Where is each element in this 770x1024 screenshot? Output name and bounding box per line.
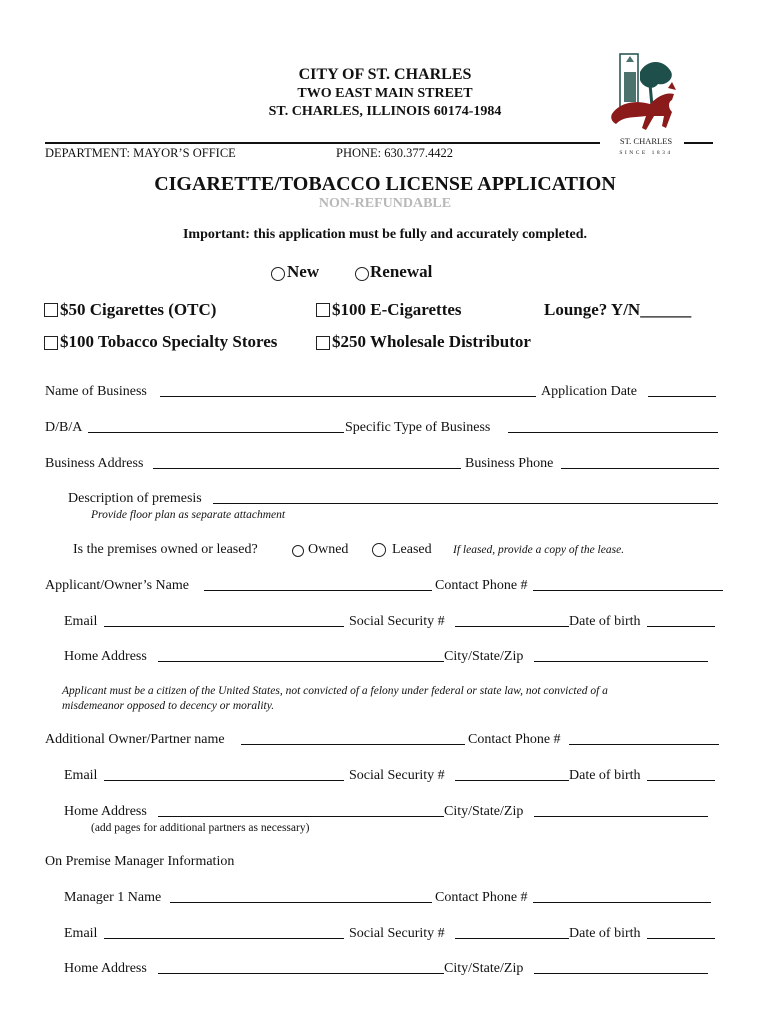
leased-label: Leased [392, 542, 432, 557]
applicant-ssn-label: Social Security # [349, 614, 445, 629]
applicant-contact-phone-label: Contact Phone # [435, 578, 528, 593]
city-name: CITY OF ST. CHARLES [298, 66, 472, 83]
wholesale-checkbox[interactable] [316, 336, 330, 350]
description-line[interactable] [213, 491, 718, 504]
citizen-note-line1: Applicant must be a citizen of the United States, not convicted of a felony under federal or state law, not convicted of a [62, 685, 608, 697]
owned-or-leased-label: Is the premises owned or leased? [73, 542, 258, 557]
department: DEPARTMENT: MAYOR’S OFFICE [45, 146, 236, 160]
manager-home-address-label: Home Address [64, 961, 147, 976]
additional-home-address-label: Home Address [64, 804, 147, 819]
ecig-checkbox[interactable] [316, 303, 330, 317]
cigarettes-checkbox[interactable] [44, 303, 58, 317]
floor-plan-note: Provide floor plan as separate attachment [91, 509, 286, 521]
additional-email-label: Email [64, 768, 98, 783]
logo-since: SINCE 1834 [619, 150, 673, 156]
manager-city-state-zip-line[interactable] [534, 961, 708, 974]
additional-city-state-zip-label: City/State/Zip [444, 804, 524, 819]
manager-city-state-zip-label: City/State/Zip [444, 961, 524, 976]
additional-city-state-zip-line[interactable] [534, 804, 708, 817]
applicant-home-address-label: Home Address [64, 649, 147, 664]
applicant-name-label: Applicant/Owner’s Name [45, 578, 189, 593]
applicant-city-state-zip-label: City/State/Zip [444, 649, 524, 664]
manager-ssn-line[interactable] [455, 926, 569, 939]
applicant-name-line[interactable] [204, 578, 432, 591]
tobacco-label: $100 Tobacco Specialty Stores [60, 332, 278, 351]
manager-email-label: Email [64, 926, 98, 941]
business-address-label: Business Address [45, 456, 144, 471]
tobacco-checkbox[interactable] [44, 336, 58, 350]
manager-ssn-label: Social Security # [349, 926, 445, 941]
name-of-business-label: Name of Business [45, 384, 147, 399]
st-charles-logo [606, 52, 686, 156]
cigarettes-label: $50 Cigarettes (OTC) [60, 300, 217, 319]
additional-ssn-label: Social Security # [349, 768, 445, 783]
renewal-radio[interactable] [355, 267, 369, 281]
additional-owner-label: Additional Owner/Partner name [45, 732, 225, 747]
application-date-label: Application Date [541, 384, 638, 399]
additional-email-line[interactable] [104, 768, 344, 781]
owned-radio[interactable] [292, 545, 304, 557]
manager1-name-line[interactable] [170, 890, 432, 903]
applicant-email-line[interactable] [104, 614, 344, 627]
citizen-note-line2: misdemeanor opposed to decency or morality. [62, 700, 275, 712]
applicant-dob-label: Date of birth [569, 614, 641, 629]
header-rule-right [684, 142, 713, 144]
additional-owner-line[interactable] [241, 732, 465, 745]
important-note: Important: this application must be fully and accurately completed. [182, 227, 588, 242]
owned-label: Owned [308, 542, 349, 557]
additional-contact-phone-line[interactable] [569, 732, 719, 745]
manager-dob-label: Date of birth [569, 926, 641, 941]
dba-line[interactable] [88, 420, 344, 433]
ecig-label: $100 E-Cigarettes [332, 300, 462, 319]
manager-dob-line[interactable] [647, 926, 715, 939]
new-label: New [287, 262, 320, 281]
applicant-city-state-zip-line[interactable] [534, 649, 708, 662]
new-radio[interactable] [271, 267, 285, 281]
header-rule [45, 142, 600, 144]
wholesale-label: $250 Wholesale Distributor [332, 332, 531, 351]
street-address: TWO EAST MAIN STREET [297, 86, 473, 101]
applicant-ssn-line[interactable] [455, 614, 569, 627]
additional-ssn-line[interactable] [455, 768, 569, 781]
additional-home-address-line[interactable] [158, 804, 444, 817]
leased-radio[interactable] [372, 543, 386, 557]
add-pages-note: (add pages for additional partners as necessary) [91, 822, 310, 834]
lounge-field[interactable]: Lounge? Y/N______ [544, 300, 692, 319]
logo-name: ST. CHARLES [619, 136, 673, 146]
description-label: Description of premesis [68, 491, 202, 506]
city-state-zip: ST. CHARLES, ILLINOIS 60174-1984 [268, 104, 502, 119]
manager-email-line[interactable] [104, 926, 344, 939]
manager-contact-phone-label: Contact Phone # [435, 890, 528, 905]
phone: PHONE: 630.377.4422 [336, 146, 454, 160]
specific-type-label: Specific Type of Business [345, 420, 491, 435]
dba-label: D/B/A [45, 420, 83, 435]
logo-graphic [606, 52, 686, 156]
form-title: CIGARETTE/TOBACCO LICENSE APPLICATION [154, 173, 616, 195]
non-refundable-note: NON-REFUNDABLE [318, 196, 452, 211]
additional-dob-label: Date of birth [569, 768, 641, 783]
business-address-line[interactable] [153, 456, 461, 469]
business-phone-line[interactable] [561, 456, 719, 469]
manager-info-heading: On Premise Manager Information [45, 854, 235, 869]
applicant-contact-phone-line[interactable] [533, 578, 723, 591]
specific-type-line[interactable] [508, 420, 718, 433]
manager1-name-label: Manager 1 Name [64, 890, 162, 905]
additional-dob-line[interactable] [647, 768, 715, 781]
manager-home-address-line[interactable] [158, 961, 444, 974]
applicant-email-label: Email [64, 614, 98, 629]
manager-contact-phone-line[interactable] [533, 890, 711, 903]
leased-note: If leased, provide a copy of the lease. [453, 544, 625, 556]
application-date-line[interactable] [648, 384, 716, 397]
renewal-label: Renewal [370, 262, 433, 281]
additional-contact-phone-label: Contact Phone # [468, 732, 561, 747]
applicant-home-address-line[interactable] [158, 649, 444, 662]
name-of-business-line[interactable] [160, 384, 536, 397]
applicant-dob-line[interactable] [647, 614, 715, 627]
business-phone-label: Business Phone [465, 456, 554, 471]
